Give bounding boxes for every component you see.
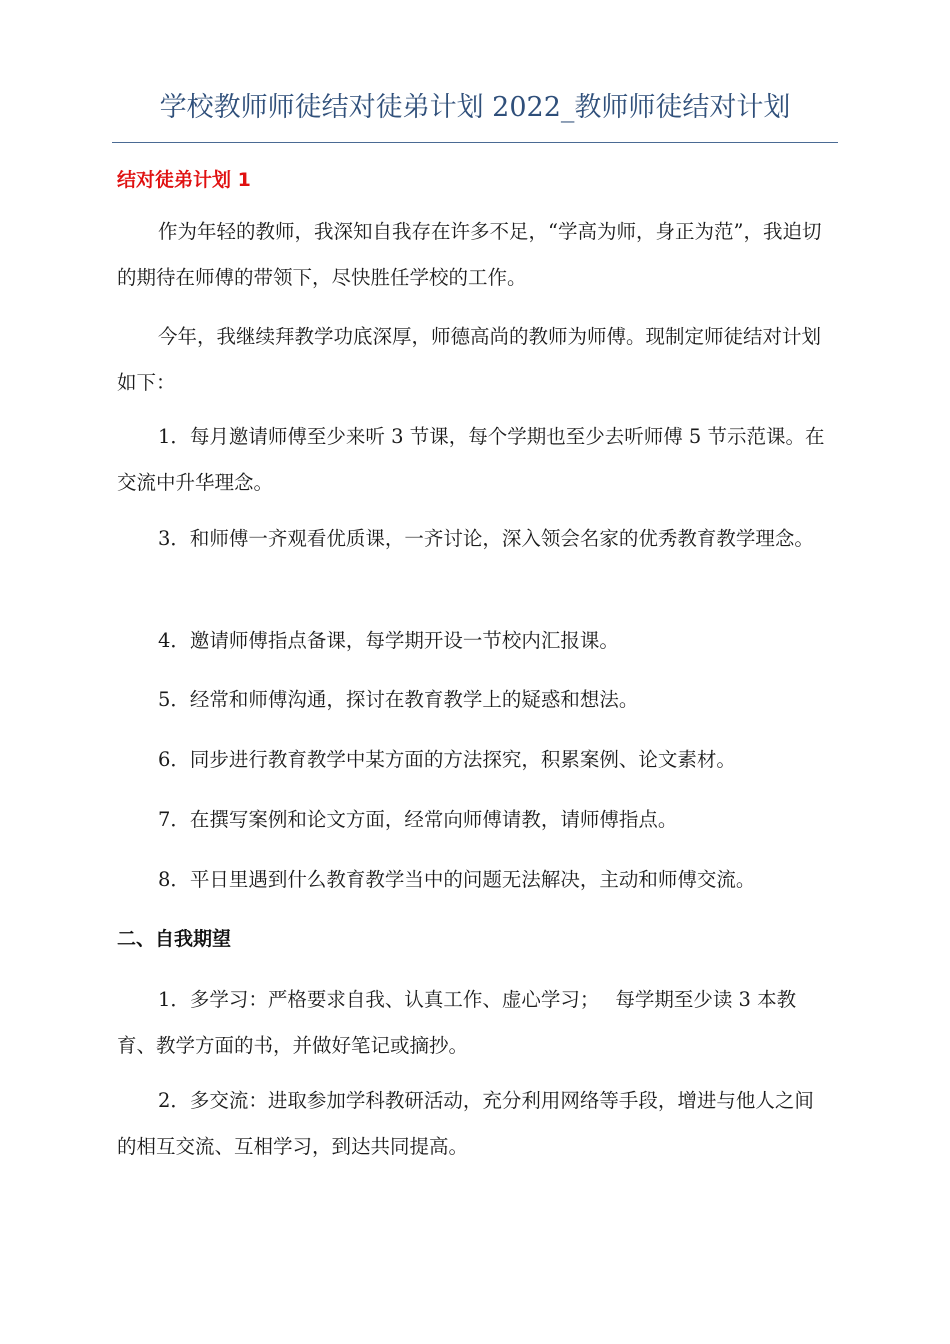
title-underline xyxy=(112,142,838,143)
section-1-heading: 结对徒弟计划 1 xyxy=(117,169,251,191)
plan-item-6: 6．同步进行教育教学中某方面的方法探究，积累案例、论文素材。 xyxy=(158,748,736,771)
paragraph-plan-intro: 今年，我继续拜教学功底深厚，师德高尚的教师为师傅。现制定师徒结对计划如下： xyxy=(117,325,822,394)
plan-item-8: 8．平日里遇到什么教育教学当中的问题无法解决，主动和师傅交流。 xyxy=(158,868,756,891)
expectation-item-2: 2．多交流：进取参加学科教研活动，充分利用网络等手段，增进与他人之间的相互交流、互相学习，到达共同提高。 xyxy=(117,1089,814,1158)
section-2-heading: 二、自我期望 xyxy=(117,928,232,950)
plan-item-1: 1．每月邀请师傅至少来听 3 节课，每个学期也至少去听师傅 5 节示范课。在交流中升华理念。 xyxy=(117,425,825,494)
paragraph-intro: 作为年轻的教师，我深知自我存在许多不足，“学高为师，身正为范”，我迫切的期待在师傅的带领下，尽快胜任学校的工作。 xyxy=(117,220,822,289)
plan-item-5: 5．经常和师傅沟通，探讨在教育教学上的疑惑和想法。 xyxy=(158,688,639,711)
plan-item-3: 3．和师傅一齐观看优质课，一齐讨论，深入领会名家的优秀教育教学理念。 xyxy=(158,527,814,550)
document-title: 学校教师师徒结对徒弟计划 2022_教师师徒结对计划 xyxy=(159,92,791,123)
plan-item-4: 4．邀请师傅指点备课，每学期开设一节校内汇报课。 xyxy=(158,629,619,652)
expectation-item-1: 1．多学习：严格要求自我、认真工作、虚心学习； 每学期至少读 3 本教育、教学方面的书，并做好笔记或摘抄。 xyxy=(117,988,797,1057)
plan-item-7: 7．在撰写案例和论文方面，经常向师傅请教，请师傅指点。 xyxy=(158,808,678,831)
